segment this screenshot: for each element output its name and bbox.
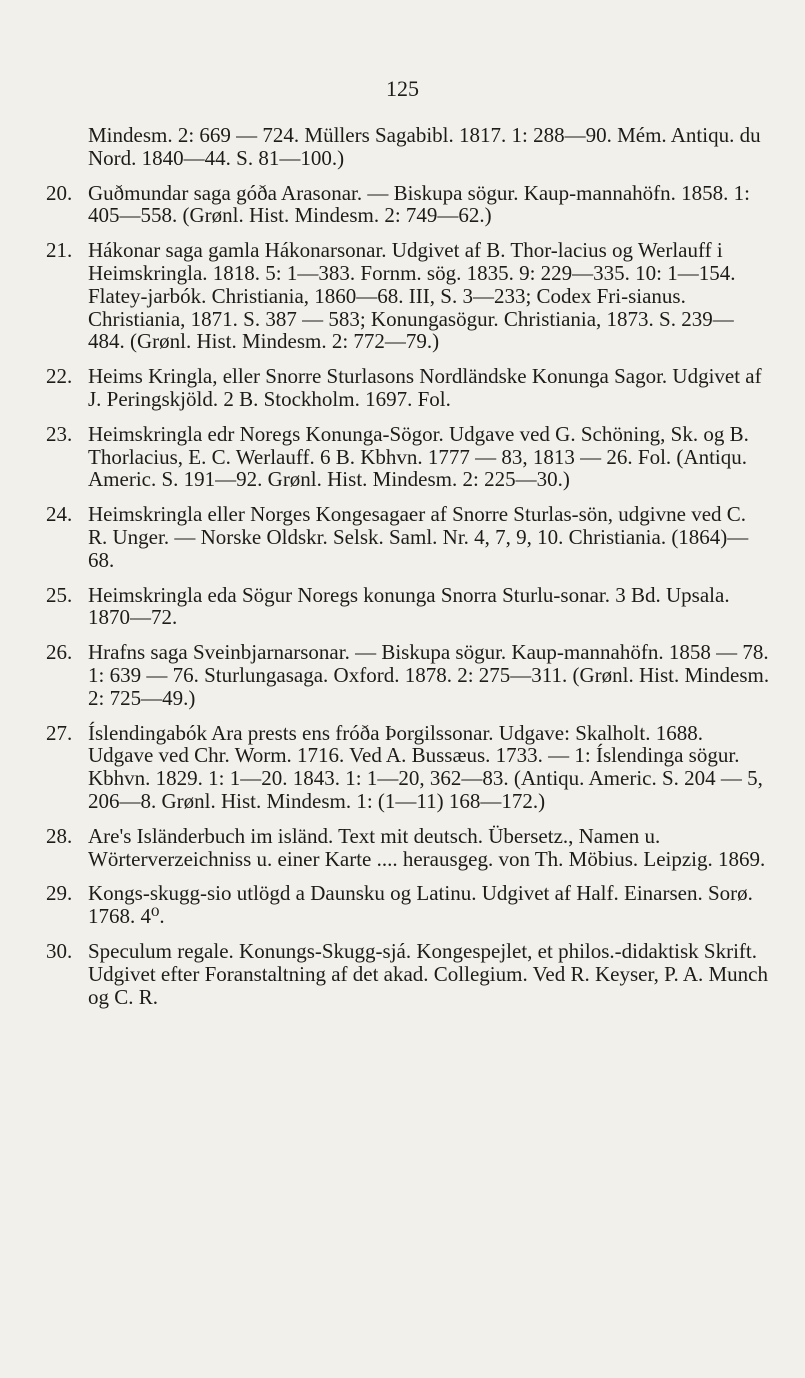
- list-item: [46, 503, 770, 571]
- list-item: [46, 722, 770, 813]
- entry-text: Are's Isländerbuch im isländ. Text mit deutsch. Übersetz., Namen u. Wörterverzeichniss u. einer Karte .... herausgeg. von Th. Möbius. Leipzig. 1869.: [88, 823, 766, 871]
- entry-text: Heims Kringla, eller Snorre Sturlasons Nordländske Konunga Sagor. Udgivet af J. Peringskjöld. 2 B. Stockholm. 1697. Fol.: [88, 364, 762, 411]
- entry-text: Hrafns saga Sveinbjarnarsonar. — Biskupa sögur. Kaup-mannahöfn. 1858 — 78. 1: 639 — 76. Sturlungasaga. Oxford. 1878. 2: 275—311. (Grønl. Hist. Mindesm. 2: 725—49.): [88, 640, 770, 710]
- entry-text: Heimskringla eda Sögur Noregs konunga Snorra Sturlu-sonar. 3 Bd. Upsala. 1870—72.: [88, 582, 730, 630]
- entry-text: Kongs-skugg-sio utlögd a Daunsku og Latinu. Udgivet af Half. Einarsen. Sorø. 1768. 4⁰.: [88, 881, 753, 929]
- entry-number: 26.: [46, 640, 73, 665]
- entry-number: 29.: [46, 881, 73, 906]
- bibliography-list: [46, 124, 770, 1020]
- entry-number: 21.: [46, 238, 73, 263]
- entry-number: 27.: [46, 720, 73, 745]
- list-item: [46, 825, 770, 871]
- entry-text: Heimskringla edr Noregs Konunga-Sögor. Udgave ved G. Schöning, Sk. og B. Thorlacius, E. C. Werlauff. 6 B. Kbhvn. 1777 — 83, 1813 — 26. Fol. (Antiqu. Americ. S. 191—92. Grønl. Hist. Mindesm. 2: 225—30.): [88, 421, 749, 492]
- entry-number: 25.: [46, 582, 73, 607]
- entry-number: 22.: [46, 364, 73, 389]
- page-number: 125: [386, 76, 419, 101]
- entry-text: Hákonar saga gamla Hákonarsonar. Udgivet af B. Thor-lacius og Werlauff i Heimskringla. 1818. 5: 1—383. Fornm. sög. 1835. 9: 229—335. 10: 1—154. Flatey-jarbók. Christiania, 1860—68. III, S. 3—233; Codex Fri-sianus. Christiania, 1871. S. 387 — 583; Konungasögur. Christiania, 1873. S. 239—484. (Grønl. Hist. Mindesm. 2: 772—79.): [88, 238, 736, 354]
- entry-number: 23.: [46, 421, 73, 446]
- entry-text: Speculum regale. Konungs-Skugg-sjá. Kongespejlet, et philos.-didaktisk Skrift. Udgivet efter Foranstaltning af det akad. Collegium. Ved R. Keyser, P. A. Munch og C. R.: [88, 938, 768, 1009]
- entry-number: 20.: [46, 180, 73, 205]
- list-item: [46, 584, 770, 630]
- list-item: [46, 641, 770, 709]
- entry-text: Íslendingabók Ara prests ens fróða Þorgilssonar. Udgave: Skalholt. 1688. Udgave ved Chr. Worm. 1716. Ved A. Bussæus. 1733. — 1: Íslendinga sögur. Kbhvn. 1829. 1: 1—20. 1843. 1: 1—20, 362—83. (Antiqu. Americ. S. 204 — 5, 206—8. Grønl. Hist. Mindesm. 1: (1—11) 168—172.): [88, 720, 763, 813]
- list-item: [46, 423, 770, 491]
- entry-number: 30.: [46, 938, 73, 963]
- entry-text: Guðmundar saga góða Arasonar. — Biskupa sögur. Kaup-mannahöfn. 1858. 1: 405—558. (Grønl. Hist. Mindesm. 2: 749—62.): [88, 180, 750, 228]
- entry-number: 28.: [46, 823, 73, 848]
- list-item: [46, 365, 770, 411]
- list-item: [46, 882, 770, 928]
- list-item: [46, 239, 770, 353]
- entry-text: Heimskringla eller Norges Kongesagaer af Snorre Sturlas-sön, udgivne ved C. R. Unger. — Norske Oldskr. Selsk. Saml. Nr. 4, 7, 9, 10. Christiania. (1864)—68.: [88, 502, 749, 572]
- continuation-text: Mindesm. 2: 669 — 724. Müllers Sagabibl. 1817. 1: 288—90. Mém. Antiqu. du Nord. 1840—44. S. 81—100.): [88, 123, 761, 170]
- entry-number: 24.: [46, 502, 73, 527]
- list-item: [46, 182, 770, 228]
- list-item: [46, 940, 770, 1008]
